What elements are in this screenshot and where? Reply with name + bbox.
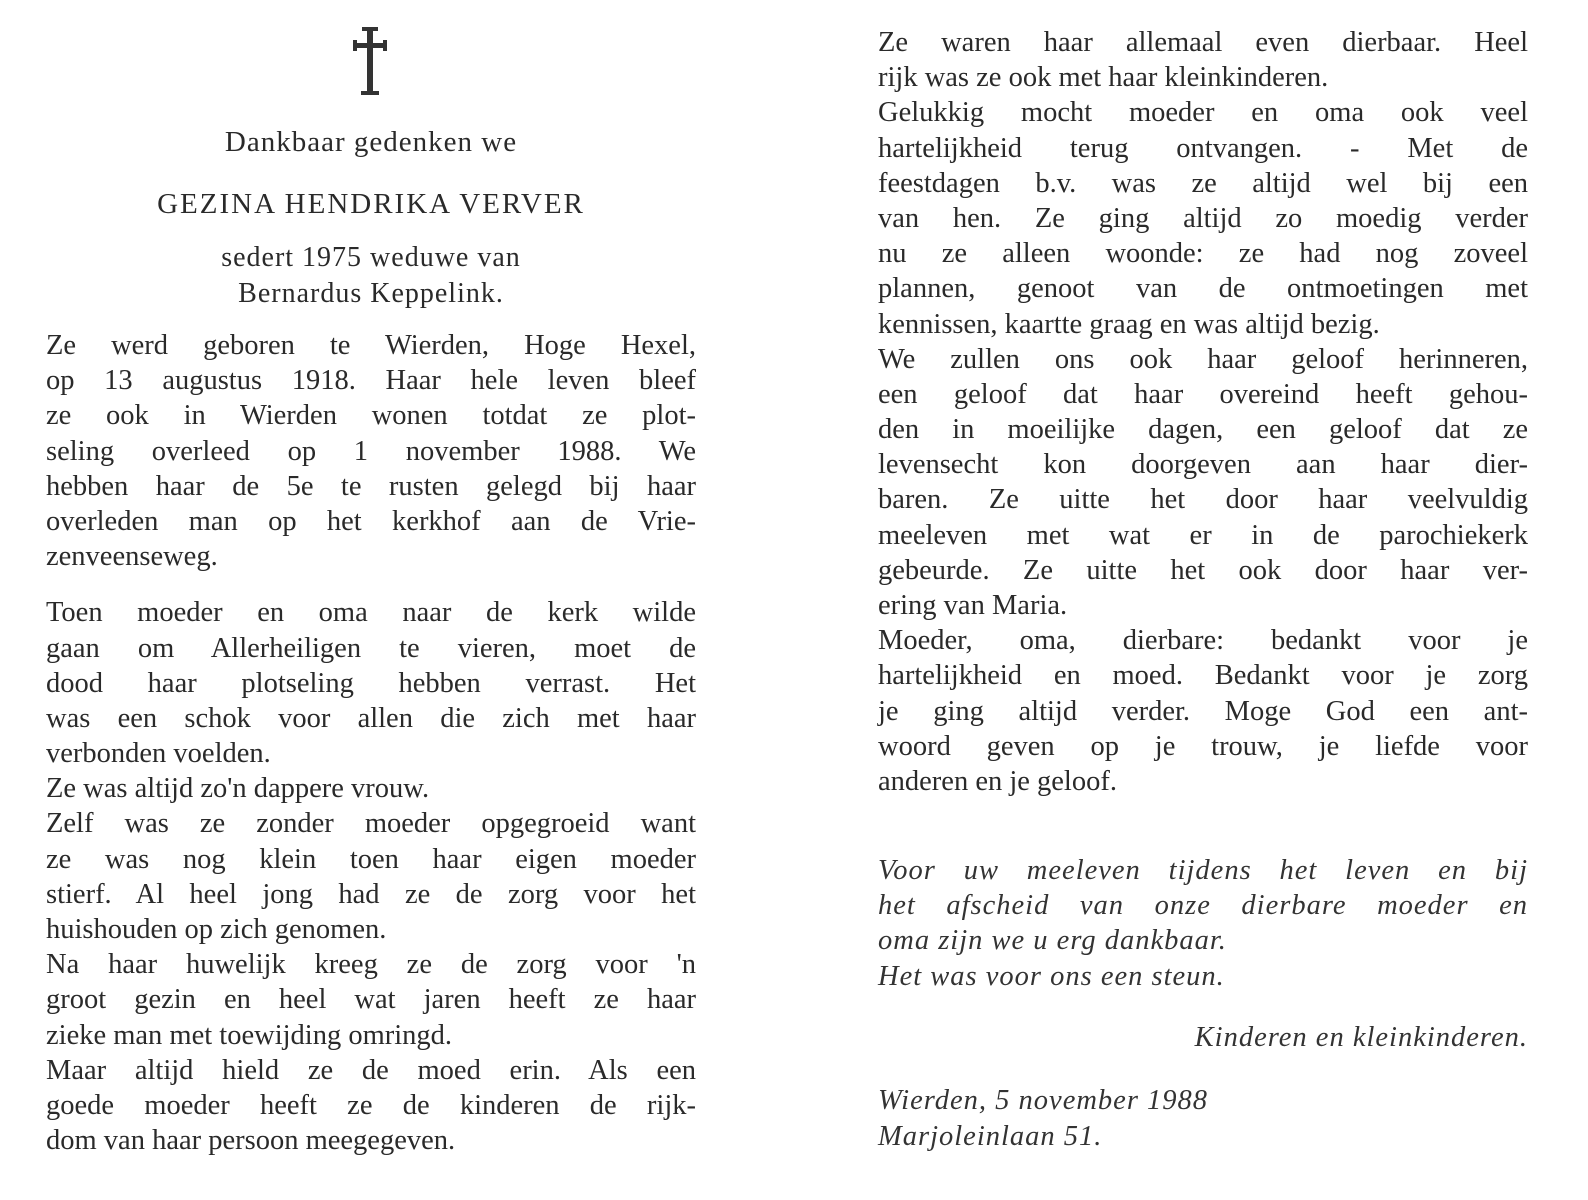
address: Marjoleinlaan 51.	[878, 1121, 1103, 1152]
paragraph	[878, 853, 1528, 959]
intro-line: Dankbaar gedenken we	[224, 126, 518, 158]
text-line: ze was nog klein toen haar eigen moeder	[46, 843, 696, 875]
paragraph	[46, 595, 696, 771]
paragraph	[46, 328, 696, 574]
text-line: plannen, genoot van de ontmoetingen met	[878, 273, 1528, 305]
text-line: ze ook in Wierden wonen totdat ze plot-	[46, 400, 696, 432]
thanks-text	[878, 853, 1528, 994]
text-line: was een schok voor allen die zich met haar	[46, 702, 696, 734]
text-line: levensecht kon doorgeven aan haar dier-	[878, 449, 1528, 481]
text-line: Maar altijd hield ze de moed erin. Als een	[46, 1054, 696, 1086]
text-line: zenveenseweg.	[46, 541, 218, 573]
text-line: verbonden voelden.	[46, 738, 271, 770]
text-line: je ging altijd verder. Moge God een ant-	[878, 695, 1528, 727]
text-line: baren. Ze uitte het door haar veelvuldig	[878, 484, 1528, 516]
text-line: seling overleed op 1 november 1988. We	[46, 435, 696, 467]
signature: Kinderen en kleinkinderen.	[1194, 1022, 1528, 1053]
paragraph	[46, 771, 696, 806]
text-line: Gelukkig mocht moeder en oma ook veel	[878, 97, 1528, 129]
widow-line: sedert 1975 weduwe van	[221, 242, 521, 274]
text-line: den in moeilijke dagen, een geloof dat ze	[878, 414, 1528, 446]
left-column-text	[46, 328, 696, 1158]
paragraph	[878, 95, 1528, 341]
text-line: meeleven met wat er in de parochiekerk	[878, 519, 1528, 551]
text-line: woord geven op je trouw, je liefde voor	[878, 730, 1528, 762]
text-line: overleden man op het kerkhof aan de Vrie-	[46, 505, 696, 537]
paragraph-gap	[46, 574, 696, 595]
text-line: Ze was altijd zo'n dappere vrouw.	[46, 773, 430, 805]
text-line: hartelijkheid en moed. Bedankt voor je zorg	[878, 660, 1528, 692]
text-line: van hen. Ze ging altijd zo moedig verder	[878, 202, 1528, 234]
text-line: Ze waren haar allemaal even dierbaar. Heel	[878, 27, 1528, 58]
text-line: Toen moeder en oma naar de kerk wilde	[46, 597, 696, 629]
paragraph	[878, 342, 1528, 624]
paragraph	[878, 959, 1528, 994]
paragraph	[878, 25, 1528, 95]
latin-cross-icon	[352, 25, 388, 97]
text-line: dom van haar persoon meegegeven.	[46, 1125, 456, 1157]
text-line: Moeder, oma, dierbare: bedankt voor je	[878, 625, 1528, 657]
right-column-text	[878, 25, 1528, 799]
text-line: hebben haar de 5e te rusten gelegd bij haar	[46, 470, 696, 502]
text-line: hartelijkheid terug ontvangen. - Met de	[878, 132, 1528, 164]
text-line: groot gezin en heel wat jaren heeft ze haar	[46, 984, 696, 1016]
text-line: Voor uw meeleven tijdens het leven en bij	[878, 855, 1528, 886]
text-line: anderen en je geloof.	[878, 765, 1117, 797]
paragraph	[46, 806, 696, 947]
paragraph	[46, 947, 696, 1053]
text-line: dood haar plotseling hebben verrast. Het	[46, 667, 696, 699]
text-line: oma zijn we u erg dankbaar.	[878, 925, 1227, 957]
place-date: Wierden, 5 november 1988	[878, 1085, 1209, 1116]
deceased-name: GEZINA HENDRIKA VERVER	[157, 188, 585, 221]
card-heading	[46, 125, 696, 311]
text-line: gaan om Allerheiligen te vieren, moet de	[46, 632, 696, 664]
text-line: stierf. Al heel jong had ze de zorg voor het	[46, 878, 696, 910]
text-line: gebeurde. Ze uitte het ook door haar ver-	[878, 554, 1528, 586]
text-line: het afscheid van onze dierbare moeder en	[878, 890, 1528, 922]
paragraph	[878, 623, 1528, 799]
paragraph	[46, 1053, 696, 1159]
text-line: kennissen, kaartte graag en was altijd bezig.	[878, 308, 1380, 340]
text-line: ering van Maria.	[878, 590, 1068, 621]
text-line: huishouden op zich genomen.	[46, 914, 387, 945]
text-line: goede moeder heeft ze de kinderen de rijk-	[46, 1089, 696, 1121]
text-line: Het was voor ons een steun.	[878, 960, 1225, 992]
text-line: Ze werd geboren te Wierden, Hoge Hexel,	[46, 330, 696, 361]
text-line: een geloof dat haar overeind heeft gehou-	[878, 378, 1528, 410]
text-line: zieke man met toewijding omringd.	[46, 1019, 453, 1051]
text-line: We zullen ons ook haar geloof herinneren,	[878, 343, 1528, 375]
text-line: feestdagen b.v. was ze altijd wel bij een	[878, 167, 1528, 199]
text-line: Na haar huwelijk kreeg ze de zorg voor 'n	[46, 949, 696, 981]
text-line: nu ze alleen woonde: ze had nog zoveel	[878, 238, 1528, 270]
text-line: rijk was ze ook met haar kleinkinderen.	[878, 62, 1329, 94]
text-line: Zelf was ze zonder moeder opgegroeid want	[46, 808, 696, 840]
text-line: op 13 augustus 1918. Haar hele leven bleef	[46, 365, 696, 397]
husband-name: Bernardus Keppelink.	[238, 277, 504, 309]
